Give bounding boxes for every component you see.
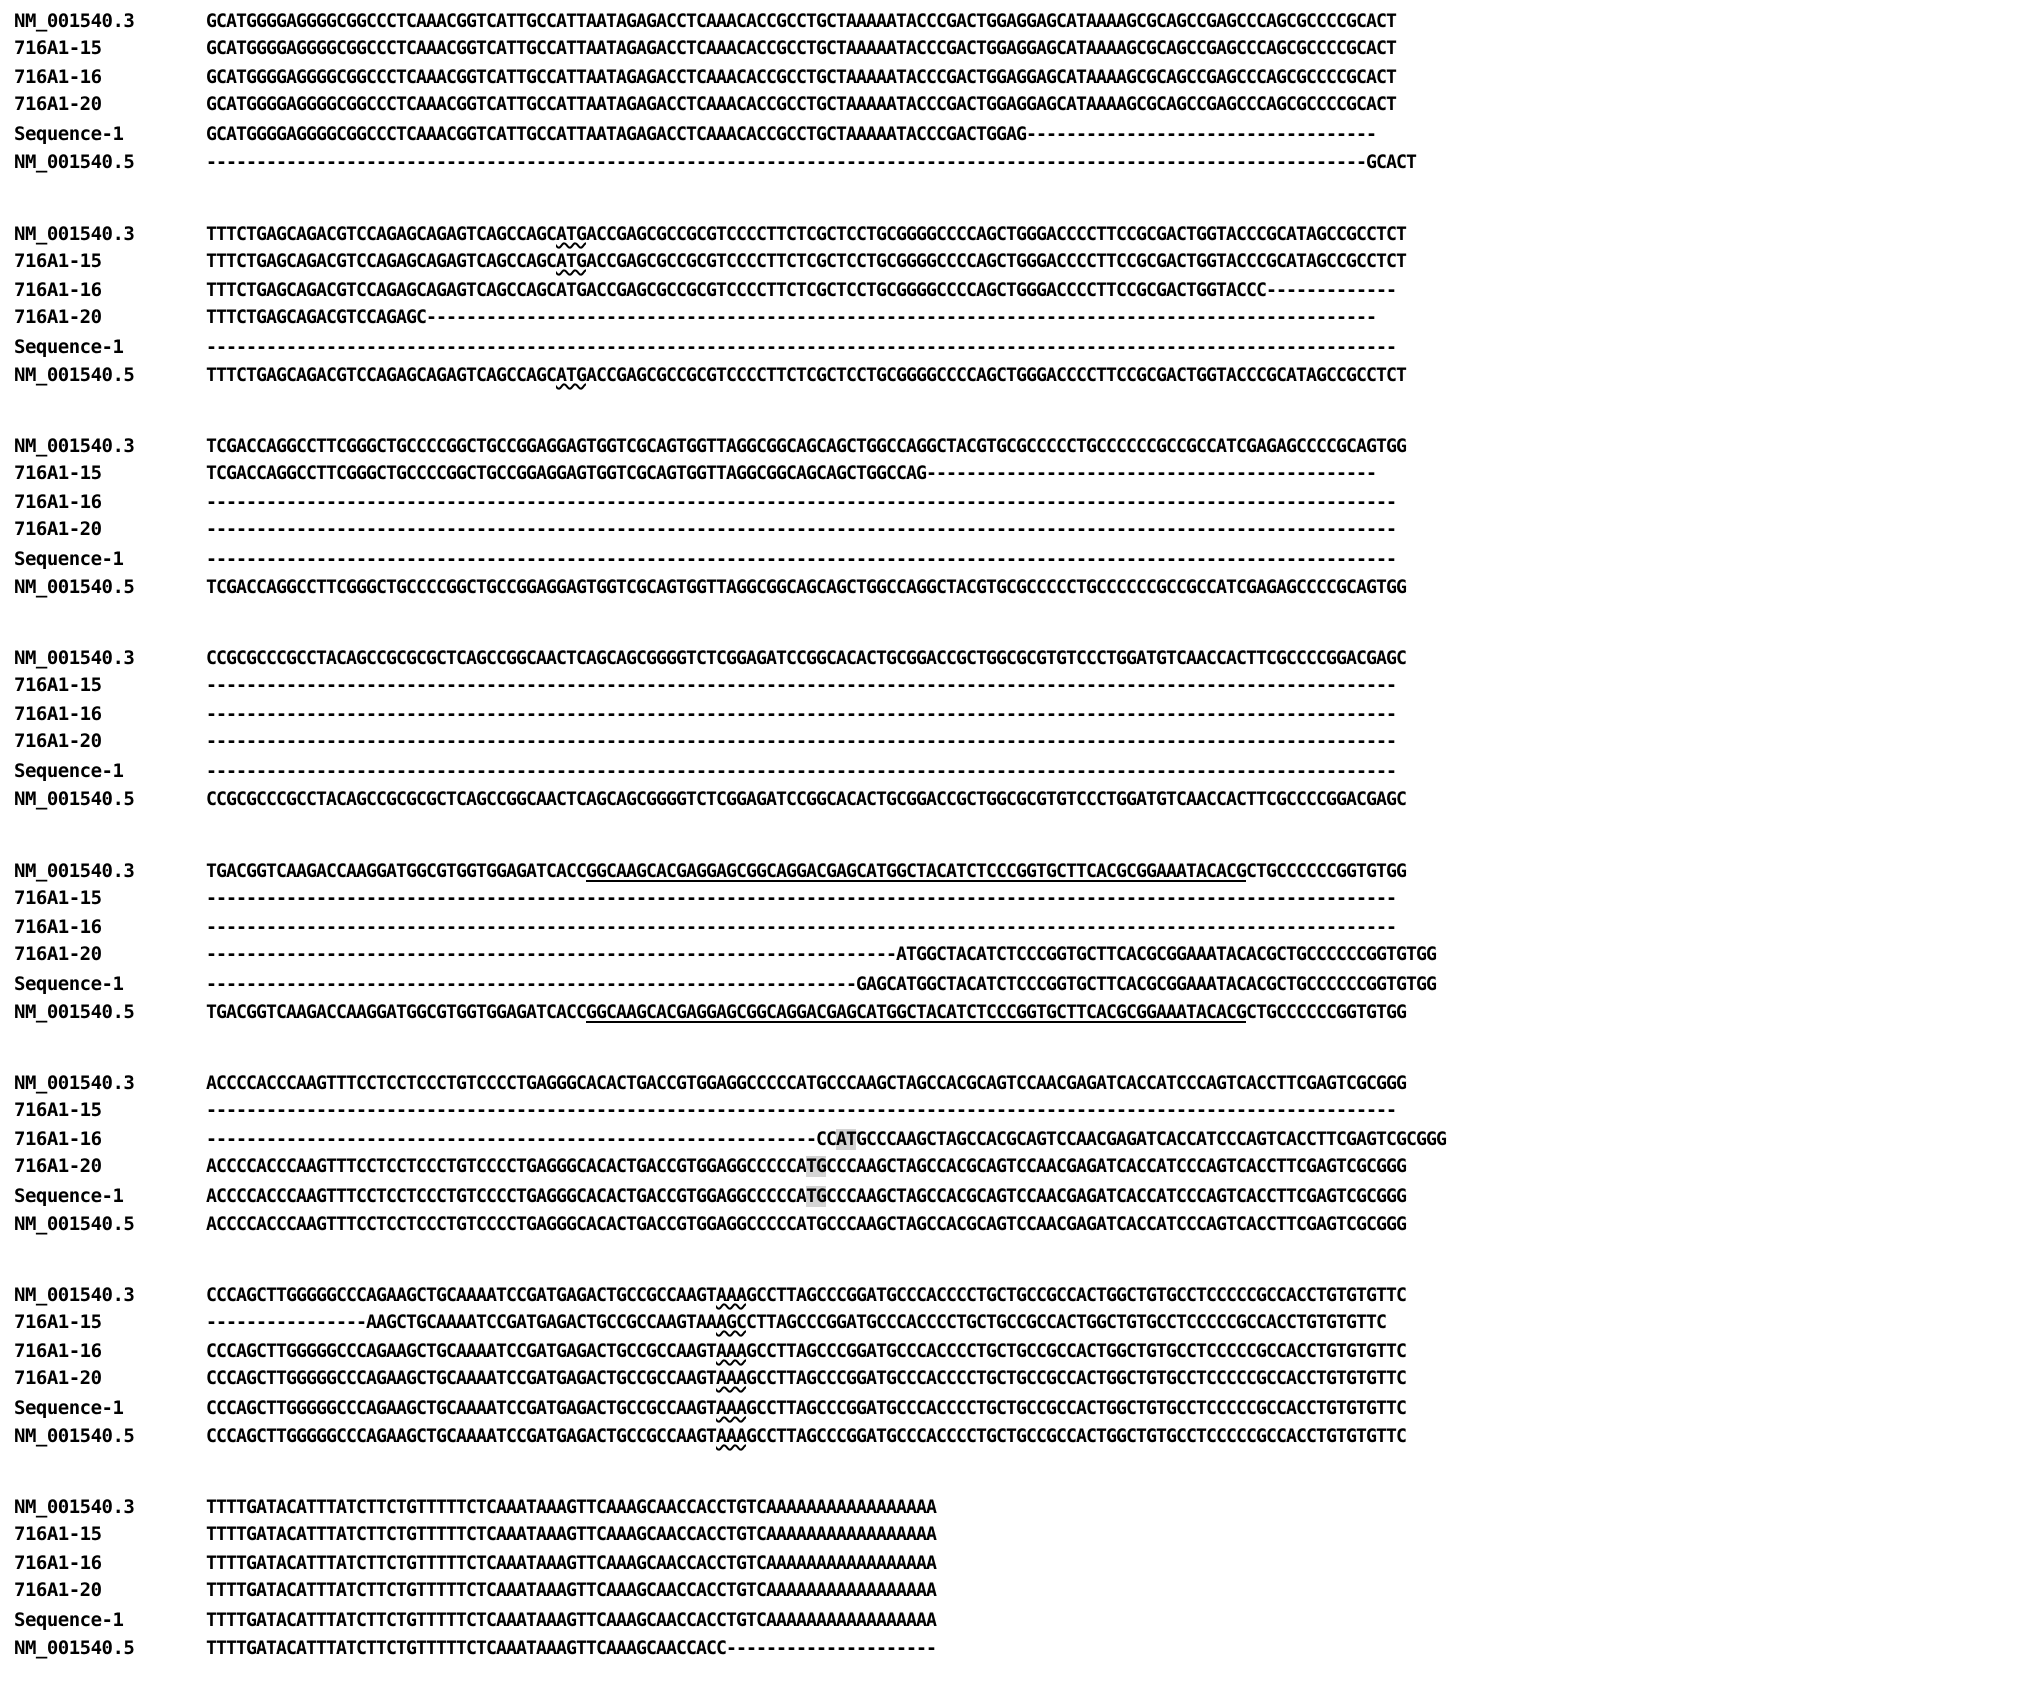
sequence-name: NM_001540.5 <box>14 1637 135 1659</box>
sequence-name: 716A1-20 <box>14 306 102 328</box>
highlighted-codon: AT <box>836 1129 856 1150</box>
sequence-text: TCGACCAGGCCTTCGGGCTGCCCCGGCTGCCGGAGGAGTGGTCGCAGTGGTTAGGCGGCAGCAGCTGGCCAGGCTACGTGCGCCCCCTGCCCCCCGCCGCCATCGAGAGCCCCGCAGTGG <box>206 577 1406 598</box>
sequence-name: 716A1-15 <box>14 1311 102 1333</box>
sequence-name: 716A1-15 <box>14 1523 102 1545</box>
sequence-text: CCGCGCCCGCCTACAGCCGCGCGCTCAGCCGGCAACTCAGCAGCGGGGTCTCGGAGATCCGGCACACTGCGGACCGCTGGCGCGTGTCCCTGGATGTCAACCACTTCGCCCCGGACGAGC <box>206 648 1406 669</box>
sequence-name: 716A1-15 <box>14 250 102 272</box>
sequence-text: TCGACCAGGCCTTCGGGCTGCCCCGGCTGCCGGAGGAGTGGTCGCAGTGGTTAGGCGGCAGCAGCTGGCCAG--------------------------------------------- <box>206 463 1376 484</box>
sequence-text: ----------------------------------------------------------------------------------------------------------------------- <box>206 675 1396 696</box>
sequence-text: ----------------AAGCTGCAAAATCCGATGAGACTGCCGCCAAGTAAAGCCTTAGCCCGGATGCCCACCCCTGCTGCCGCCACTGGCTGTGCCTCCCCCGCCACCTGTGTGTTC <box>206 1312 1386 1333</box>
sequence-name: NM_001540.5 <box>14 576 135 598</box>
marked-codon: AAA <box>716 1285 746 1306</box>
sequence-text: ----------------------------------------------------------------------------------------------------------------------- <box>206 704 1396 725</box>
sequence-text: CCCAGCTTGGGGGCCCAGAAGCTGCAAAATCCGATGAGACTGCCGCCAAGTAAAGCCTTAGCCCGGATGCCCACCCCTGCTGCCGCCACTGGCTGTGCCTCCCCCGCCACCTGTGTGTTC <box>206 1398 1406 1419</box>
sequence-text: ----------------------------------------------------------------------------------------------------------------------- <box>206 917 1396 938</box>
sequence-text: ---------------------------------------------------------------------ATGGCTACATCTCCCGGTGCTTCACGCGGAAATACACGCTGCCCCCCGGTGTGG <box>206 944 1436 965</box>
sequence-text: ACCCCACCCAAGTTTCCTCCTCCCTGTCCCCTGAGGGCACACTGACCGTGGAGGCCCCCATGCCCAAGCTAGCCACGCAGTCCAACGAGATCACCATCCCAGTCACCTTCGAGTCGCGGG <box>206 1156 1406 1177</box>
sequence-text: GCATGGGGAGGGGCGGCCCTCAAACGGTCATTGCCATTAATAGAGACCTCAAACACCGCCTGCTAAAAATACCCGACTGGAGGAGCATAAAAGCGCAGCCGAGCCCAGCGCCCCGCACT <box>206 94 1396 115</box>
sequence-text: TTTCTGAGCAGACGTCCAGAGCAGAGTCAGCCAGCATGACCGAGCGCCGCGTCCCCTTCTCGCTCCTGCGGGGCCCCAGCTGGGACCCCTTCCGCGACTGGTACCCGCATAGCCGCCTCT <box>206 224 1406 245</box>
sequence-text: TTTTGATACATTTATCTTCTGTTTTTCTCAAATAAAGTTCAAAGCAACCACCTGTCAAAAAAAAAAAAAAAAA <box>206 1580 936 1601</box>
sequence-name: NM_001540.3 <box>14 1496 135 1518</box>
sequence-name: 716A1-15 <box>14 1099 102 1121</box>
sequence-text: TTTCTGAGCAGACGTCCAGAGCAGAGTCAGCCAGCATGACCGAGCGCCGCGTCCCCTTCTCGCTCCTGCGGGGCCCCAGCTGGGACCCCTTCCGCGACTGGTACCCGCATAGCCGCCTCT <box>206 251 1406 272</box>
sequence-name: 716A1-15 <box>14 462 102 484</box>
sequence-text: CCCAGCTTGGGGGCCCAGAAGCTGCAAAATCCGATGAGACTGCCGCCAAGTAAAGCCTTAGCCCGGATGCCCACCCCTGCTGCCGCCACTGGCTGTGCCTCCCCCGCCACCTGTGTGTTC <box>206 1341 1406 1362</box>
sequence-name: NM_001540.3 <box>14 435 135 457</box>
sequence-text: GCATGGGGAGGGGCGGCCCTCAAACGGTCATTGCCATTAATAGAGACCTCAAACACCGCCTGCTAAAAATACCCGACTGGAGGAGCATAAAAGCGCAGCCGAGCCCAGCGCCCCGCACT <box>206 67 1396 88</box>
sequence-name: 716A1-20 <box>14 1367 102 1389</box>
sequence-name: 716A1-16 <box>14 916 102 938</box>
marked-codon: ATG <box>556 224 586 245</box>
sequence-name: 716A1-20 <box>14 1155 102 1177</box>
sequence-name: 716A1-20 <box>14 730 102 752</box>
sequence-name: Sequence-1 <box>14 123 124 145</box>
highlighted-codon: TG <box>806 1156 826 1177</box>
sequence-name: Sequence-1 <box>14 336 124 358</box>
sequence-text: TCGACCAGGCCTTCGGGCTGCCCCGGCTGCCGGAGGAGTGGTCGCAGTGGTTAGGCGGCAGCAGCTGGCCAGGCTACGTGCGCCCCCTGCCCCCCGCCGCCATCGAGAGCCCCGCAGTGG <box>206 436 1406 457</box>
marked-codon: AAA <box>716 1398 746 1419</box>
highlighted-codon: TG <box>806 1186 826 1207</box>
sequence-name: 716A1-16 <box>14 491 102 513</box>
sequence-text: TTTCTGAGCAGACGTCCAGAGC----------------------------------------------------------------------------------------------- <box>206 307 1376 328</box>
sequence-text: ACCCCACCCAAGTTTCCTCCTCCCTGTCCCCTGAGGGCACACTGACCGTGGAGGCCCCCATGCCCAAGCTAGCCACGCAGTCCAACGAGATCACCATCCCAGTCACCTTCGAGTCGCGGG <box>206 1214 1406 1235</box>
sequence-text: ----------------------------------------------------------------------------------------------------------------------- <box>206 1100 1396 1121</box>
sequence-text: --------------------------------------------------------------------------------------------------------------------GCACT <box>206 152 1416 173</box>
sequence-name: 716A1-20 <box>14 943 102 965</box>
sequence-text: -----------------------------------------------------------------GAGCATGGCTACATCTCCCGGTGCTTCACGCGGAAATACACGCTGCCCCCCGGTGTGG <box>206 974 1436 995</box>
sequence-text: CCCAGCTTGGGGGCCCAGAAGCTGCAAAATCCGATGAGACTGCCGCCAAGTAAAGCCTTAGCCCGGATGCCCACCCCTGCTGCCGCCACTGGCTGTGCCTCCCCCGCCACCTGTGTGTTC <box>206 1285 1406 1306</box>
sequence-text: ----------------------------------------------------------------------------------------------------------------------- <box>206 761 1396 782</box>
sequence-text: ----------------------------------------------------------------------------------------------------------------------- <box>206 731 1396 752</box>
sequence-name: NM_001540.3 <box>14 1072 135 1094</box>
underlined-region: GGCAAGCACGAGGAGCGGCAGGACGAGCATGGCTACATCTCCCGGTGCTTCACGCGGAAATACACG <box>586 1002 1246 1023</box>
sequence-text: TGACGGTCAAGACCAAGGATGGCGTGGTGGAGATCACCGGCAAGCACGAGGAGCGGCAGGACGAGCATGGCTACATCTCCCGGTGCTTCACGCGGAAATACACGCTGCCCCCCGGTGTGG <box>206 861 1406 882</box>
sequence-name: Sequence-1 <box>14 1397 124 1419</box>
sequence-name: NM_001540.3 <box>14 860 135 882</box>
sequence-name: NM_001540.5 <box>14 1425 135 1447</box>
sequence-text: CCGCGCCCGCCTACAGCCGCGCGCTCAGCCGGCAACTCAGCAGCGGGGTCTCGGAGATCCGGCACACTGCGGACCGCTGGCGCGTGTCCCTGGATGTCAACCACTTCGCCCCGGACGAGC <box>206 789 1406 810</box>
sequence-text: CCCAGCTTGGGGGCCCAGAAGCTGCAAAATCCGATGAGACTGCCGCCAAGTAAAGCCTTAGCCCGGATGCCCACCCCTGCTGCCGCCACTGGCTGTGCCTCCCCCGCCACCTGTGTGTTC <box>206 1368 1406 1389</box>
sequence-name: Sequence-1 <box>14 548 124 570</box>
sequence-name: Sequence-1 <box>14 973 124 995</box>
sequence-name: 716A1-16 <box>14 1128 102 1150</box>
sequence-text: ACCCCACCCAAGTTTCCTCCTCCCTGTCCCCTGAGGGCACACTGACCGTGGAGGCCCCCATGCCCAAGCTAGCCACGCAGTCCAACGAGATCACCATCCCAGTCACCTTCGAGTCGCGGG <box>206 1073 1406 1094</box>
sequence-text: ----------------------------------------------------------------------------------------------------------------------- <box>206 492 1396 513</box>
sequence-name: NM_001540.3 <box>14 223 135 245</box>
underlined-region: GGCAAGCACGAGGAGCGGCAGGACGAGCATGGCTACATCTCCCGGTGCTTCACGCGGAAATACACG <box>586 861 1246 882</box>
sequence-text: ----------------------------------------------------------------------------------------------------------------------- <box>206 337 1396 358</box>
sequence-text: -------------------------------------------------------------CCATGCCCAAGCTAGCCACGCAGTCCAACGAGATCACCATCCCAGTCACCTTCGAGTCGCGGG <box>206 1129 1446 1150</box>
sequence-name: NM_001540.5 <box>14 151 135 173</box>
marked-codon: AAA <box>716 1426 746 1447</box>
sequence-text: TGACGGTCAAGACCAAGGATGGCGTGGTGGAGATCACCGGCAAGCACGAGGAGCGGCAGGACGAGCATGGCTACATCTCCCGGTGCTTCACGCGGAAATACACGCTGCCCCCCGGTGTGG <box>206 1002 1406 1023</box>
sequence-name: NM_001540.3 <box>14 647 135 669</box>
sequence-name: 716A1-16 <box>14 1552 102 1574</box>
sequence-text: GCATGGGGAGGGGCGGCCCTCAAACGGTCATTGCCATTAATAGAGACCTCAAACACCGCCTGCTAAAAATACCCGACTGGAGGAGCATAAAAGCGCAGCCGAGCCCAGCGCCCCGCACT <box>206 38 1396 59</box>
sequence-text: TTTTGATACATTTATCTTCTGTTTTTCTCAAATAAAGTTCAAAGCAACCACCTGTCAAAAAAAAAAAAAAAAA <box>206 1553 936 1574</box>
sequence-name: NM_001540.3 <box>14 1284 135 1306</box>
sequence-text: GCATGGGGAGGGGCGGCCCTCAAACGGTCATTGCCATTAATAGAGACCTCAAACACCGCCTGCTAAAAATACCCGACTGGAGGAGCATAAAAGCGCAGCCGAGCCCAGCGCCCCGCACT <box>206 11 1396 32</box>
marked-codon: ATG <box>556 365 586 386</box>
sequence-name: 716A1-16 <box>14 1340 102 1362</box>
sequence-text: TTTTGATACATTTATCTTCTGTTTTTCTCAAATAAAGTTCAAAGCAACCACCTGTCAAAAAAAAAAAAAAAAA <box>206 1497 936 1518</box>
sequence-name: Sequence-1 <box>14 760 124 782</box>
sequence-text: TTTTGATACATTTATCTTCTGTTTTTCTCAAATAAAGTTCAAAGCAACCACCTGTCAAAAAAAAAAAAAAAAA <box>206 1524 936 1545</box>
sequence-text: GCATGGGGAGGGGCGGCCCTCAAACGGTCATTGCCATTAATAGAGACCTCAAACACCGCCTGCTAAAAATACCCGACTGGAG----------------------------------- <box>206 124 1376 145</box>
sequence-name: NM_001540.5 <box>14 788 135 810</box>
sequence-name: NM_001540.5 <box>14 1001 135 1023</box>
sequence-name: 716A1-15 <box>14 887 102 909</box>
sequence-name: 716A1-20 <box>14 93 102 115</box>
sequence-name: 716A1-16 <box>14 703 102 725</box>
sequence-name: NM_001540.3 <box>14 10 135 32</box>
sequence-text: TTTTGATACATTTATCTTCTGTTTTTCTCAAATAAAGTTCAAAGCAACCACCTGTCAAAAAAAAAAAAAAAAA <box>206 1610 936 1631</box>
sequence-text: ----------------------------------------------------------------------------------------------------------------------- <box>206 549 1396 570</box>
sequence-name: 716A1-15 <box>14 674 102 696</box>
marked-codon: AAA <box>716 1341 746 1362</box>
sequence-text: ACCCCACCCAAGTTTCCTCCTCCCTGTCCCCTGAGGGCACACTGACCGTGGAGGCCCCCATGCCCAAGCTAGCCACGCAGTCCAACGAGATCACCATCCCAGTCACCTTCGAGTCGCGGG <box>206 1186 1406 1207</box>
marked-codon: AAA <box>716 1368 746 1389</box>
sequence-name: Sequence-1 <box>14 1185 124 1207</box>
sequence-name: 716A1-20 <box>14 1579 102 1601</box>
marked-codon: ATG <box>556 251 586 272</box>
sequence-name: NM_001540.5 <box>14 1213 135 1235</box>
marked-codon: AGC <box>716 1312 746 1333</box>
sequence-text: TTTTGATACATTTATCTTCTGTTTTTCTCAAATAAAGTTCAAAGCAACCACC--------------------- <box>206 1638 936 1659</box>
sequence-name: NM_001540.5 <box>14 364 135 386</box>
sequence-name: 716A1-16 <box>14 279 102 301</box>
sequence-text: TTTCTGAGCAGACGTCCAGAGCAGAGTCAGCCAGCATGACCGAGCGCCGCGTCCCCTTCTCGCTCCTGCGGGGCCCCAGCTGGGACCCCTTCCGCGACTGGTACCCGCATAGCCGCCTCT <box>206 365 1406 386</box>
sequence-text: ----------------------------------------------------------------------------------------------------------------------- <box>206 519 1396 540</box>
sequence-name: 716A1-16 <box>14 66 102 88</box>
sequence-name: Sequence-1 <box>14 1609 124 1631</box>
sequence-text: ----------------------------------------------------------------------------------------------------------------------- <box>206 888 1396 909</box>
sequence-name: 716A1-15 <box>14 37 102 59</box>
sequence-name: 716A1-20 <box>14 518 102 540</box>
sequence-text: TTTCTGAGCAGACGTCCAGAGCAGAGTCAGCCAGCATGACCGAGCGCCGCGTCCCCTTCTCGCTCCTGCGGGGCCCCAGCTGGGACCCCTTCCGCGACTGGTACCC------------- <box>206 280 1396 301</box>
sequence-text: CCCAGCTTGGGGGCCCAGAAGCTGCAAAATCCGATGAGACTGCCGCCAAGTAAAGCCTTAGCCCGGATGCCCACCCCTGCTGCCGCCACTGGCTGTGCCTCCCCCGCCACCTGTGTGTTC <box>206 1426 1406 1447</box>
